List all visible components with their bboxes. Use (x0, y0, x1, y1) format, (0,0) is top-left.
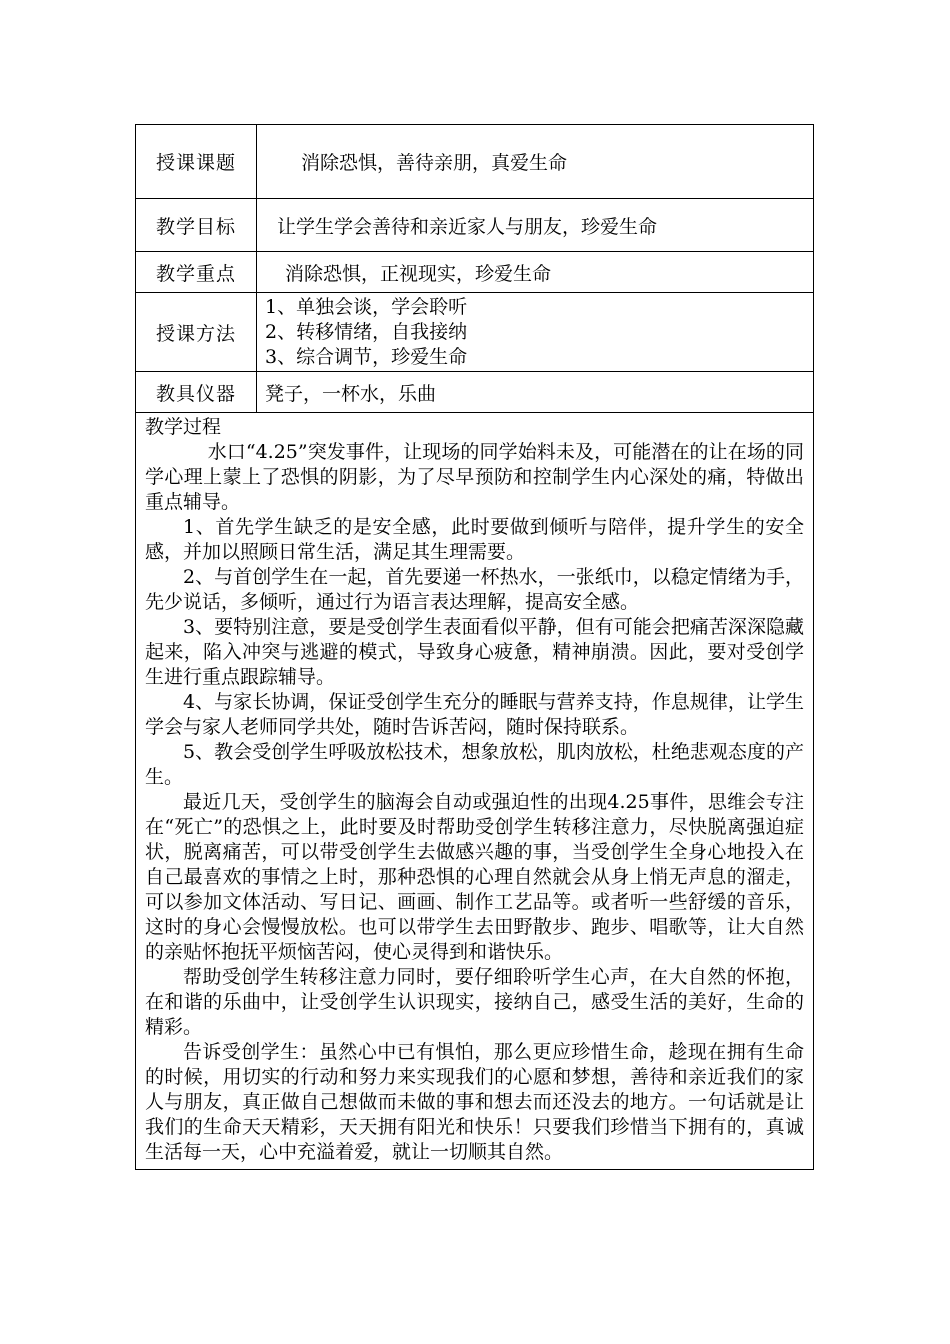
topic-value: 消除恐惧，善待亲朋，真爱生命 (257, 125, 814, 199)
method-list (257, 293, 814, 372)
process-title: 教学过程 (145, 416, 222, 438)
row-process (136, 413, 814, 1170)
tools-value: 凳子，一杯水，乐曲 (257, 372, 814, 413)
method-item: 3、综合调节，珍爱生命 (265, 345, 468, 368)
goal-value: 让学生学会善待和亲近家人与朋友，珍爱生命 (257, 199, 814, 252)
process-paragraph: 3、要特别注意，要是受创学生表面看似平静，但有可能会把痛苦深深隐藏起来，陷入冲突与逃避的模式，导致身心疲惫，精神崩溃。因此，要对受创学生进行重点跟踪辅导。 (145, 616, 804, 688)
row-method (136, 293, 814, 372)
tools-label: 教具仪器 (136, 372, 257, 413)
row-goal (136, 199, 814, 252)
process-paragraph: 最近几天，受创学生的脑海会自动或强迫性的出现4.25事件，思维会专注在“死亡”的恐惧之上，此时要及时帮助受创学生转移注意力，尽快脱离强迫症状，脱离痛苦，可以带受创学生去做感兴趣的事，当受创学生全身心地投入在自己最喜欢的事情之上时，那种恐惧的心理自然就会从身上悄无声息的溜走，可以参加文体活动、写日记、画画、制作工艺品等。或者听一些舒缓的音乐，这时的身心会慢慢放松。也可以带学生去田野散步、跑步、唱歌等，让大自然的亲贴怀抱抚平烦恼苦闷，使心灵得到和谐快乐。 (145, 791, 804, 963)
row-tools (136, 372, 814, 413)
process-cell (136, 413, 814, 1170)
goal-label: 教学目标 (136, 199, 257, 252)
method-item: 2、转移情绪，自我接纳 (265, 320, 468, 343)
topic-label: 授课课题 (136, 125, 257, 199)
method-item: 1、单独会谈，学会聆听 (265, 295, 468, 318)
process-paragraph: 帮助受创学生转移注意力同时，要仔细聆听学生心声，在大自然的怀抱，在和谐的乐曲中，让受创学生认识现实，接纳自己，感受生活的美好，生命的精彩。 (145, 966, 804, 1038)
row-topic (136, 125, 814, 199)
process-paragraph: 5、教会受创学生呼吸放松技术，想象放松，肌肉放松，杜绝悲观态度的产生。 (145, 741, 804, 788)
process-paragraph: 告诉受创学生：虽然心中已有惧怕，那么更应珍惜生命，趁现在拥有生命的时候，用切实的行动和努力来实现我们的心愿和梦想，善待和亲近我们的家人与朋友，真正做自己想做而未做的事和想去而还没去的地方。一句话就是让我们的生命天天精彩，天天拥有阳光和快乐！只要我们珍惜当下拥有的，真诚生活每一天，心中充溢着爱，就让一切顺其自然。 (145, 1041, 804, 1163)
key-point-label: 教学重点 (136, 252, 257, 293)
process-paragraph: 1、首先学生缺乏的是安全感，此时要做到倾听与陪伴，提升学生的安全感，并加以照顾日常生活，满足其生理需要。 (145, 516, 804, 563)
row-key-point (136, 252, 814, 293)
process-paragraph: 4、与家长协调，保证受创学生充分的睡眠与营养支持，作息规律，让学生学会与家人老师同学共处，随时告诉苦闷，随时保持联系。 (145, 691, 804, 738)
key-point-value: 消除恐惧，正视现实，珍爱生命 (257, 252, 814, 293)
method-label: 授课方法 (136, 293, 257, 372)
process-paragraph: 水口“4.25”突发事件，让现场的同学始料未及，可能潜在的让在场的同学心理上蒙上了恐惧的阴影，为了尽早预防和控制学生内心深处的痛，特做出重点辅导。 (145, 441, 804, 513)
process-paragraph: 2、与首创学生在一起，首先要递一杯热水，一张纸巾，以稳定情绪为手，先少说话，多倾听，通过行为语言表达理解，提高安全感。 (145, 566, 804, 613)
lesson-plan-table (135, 124, 814, 1170)
